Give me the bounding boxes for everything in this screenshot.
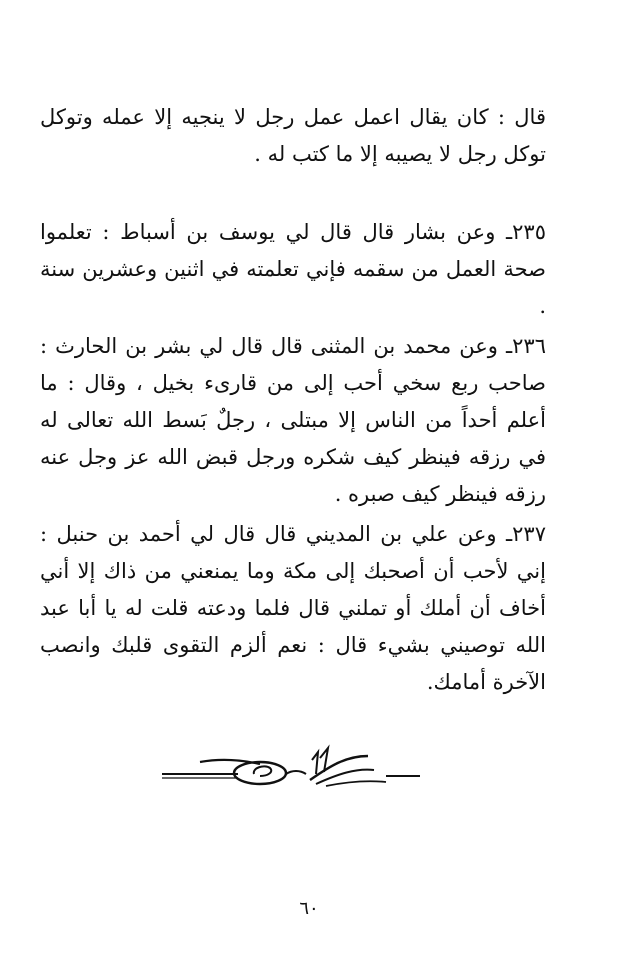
paragraph-2: ٢٣٥ـ وعن بشار قال قال لي يوسف بن أسباط : تعلموا صحة العمل من سقمه فإني تعلمته في اثنين وعشرين سنة . [40, 220, 546, 318]
paragraph-4: ٢٣٧ـ وعن علي بن المديني قال قال لي أحمد بن حنبل : إني لأحب أن أصحبك إلى مكة وما يمنعني من ذاك إلا أني أخاف أن أملك أو تملني قال فلما ودعته قلت له يا أبا عبد الله توصيني بشيء قال : نعم ألزم التقوى قلبك وانصب الآخرة أمامك. [40, 522, 546, 694]
paragraph-3: ٢٣٦ـ وعن محمد بن المثنى قال قال لي بشر بن الحارث : صاحب ربع سخي أحب إلى من قارىء بخيل ، وقال : ما أعلم أحداً من الناس إلا مبتلى ، رجلٌ بَسط الله تعالى له في رزقه فينظر كيف شكره ورجل قبض الله عز وجل عنه رزقه فينظر كيف صبره . [40, 334, 546, 506]
page-number: ٦٠ [299, 898, 319, 919]
paragraph-1: قال : كان يقال اعمل عمل رجل لا ينجيه إلا عمله وتوكل توكل رجل لا يصيبه إلا ما كتب له . [40, 105, 546, 166]
decorative-divider-ornament [160, 740, 422, 800]
